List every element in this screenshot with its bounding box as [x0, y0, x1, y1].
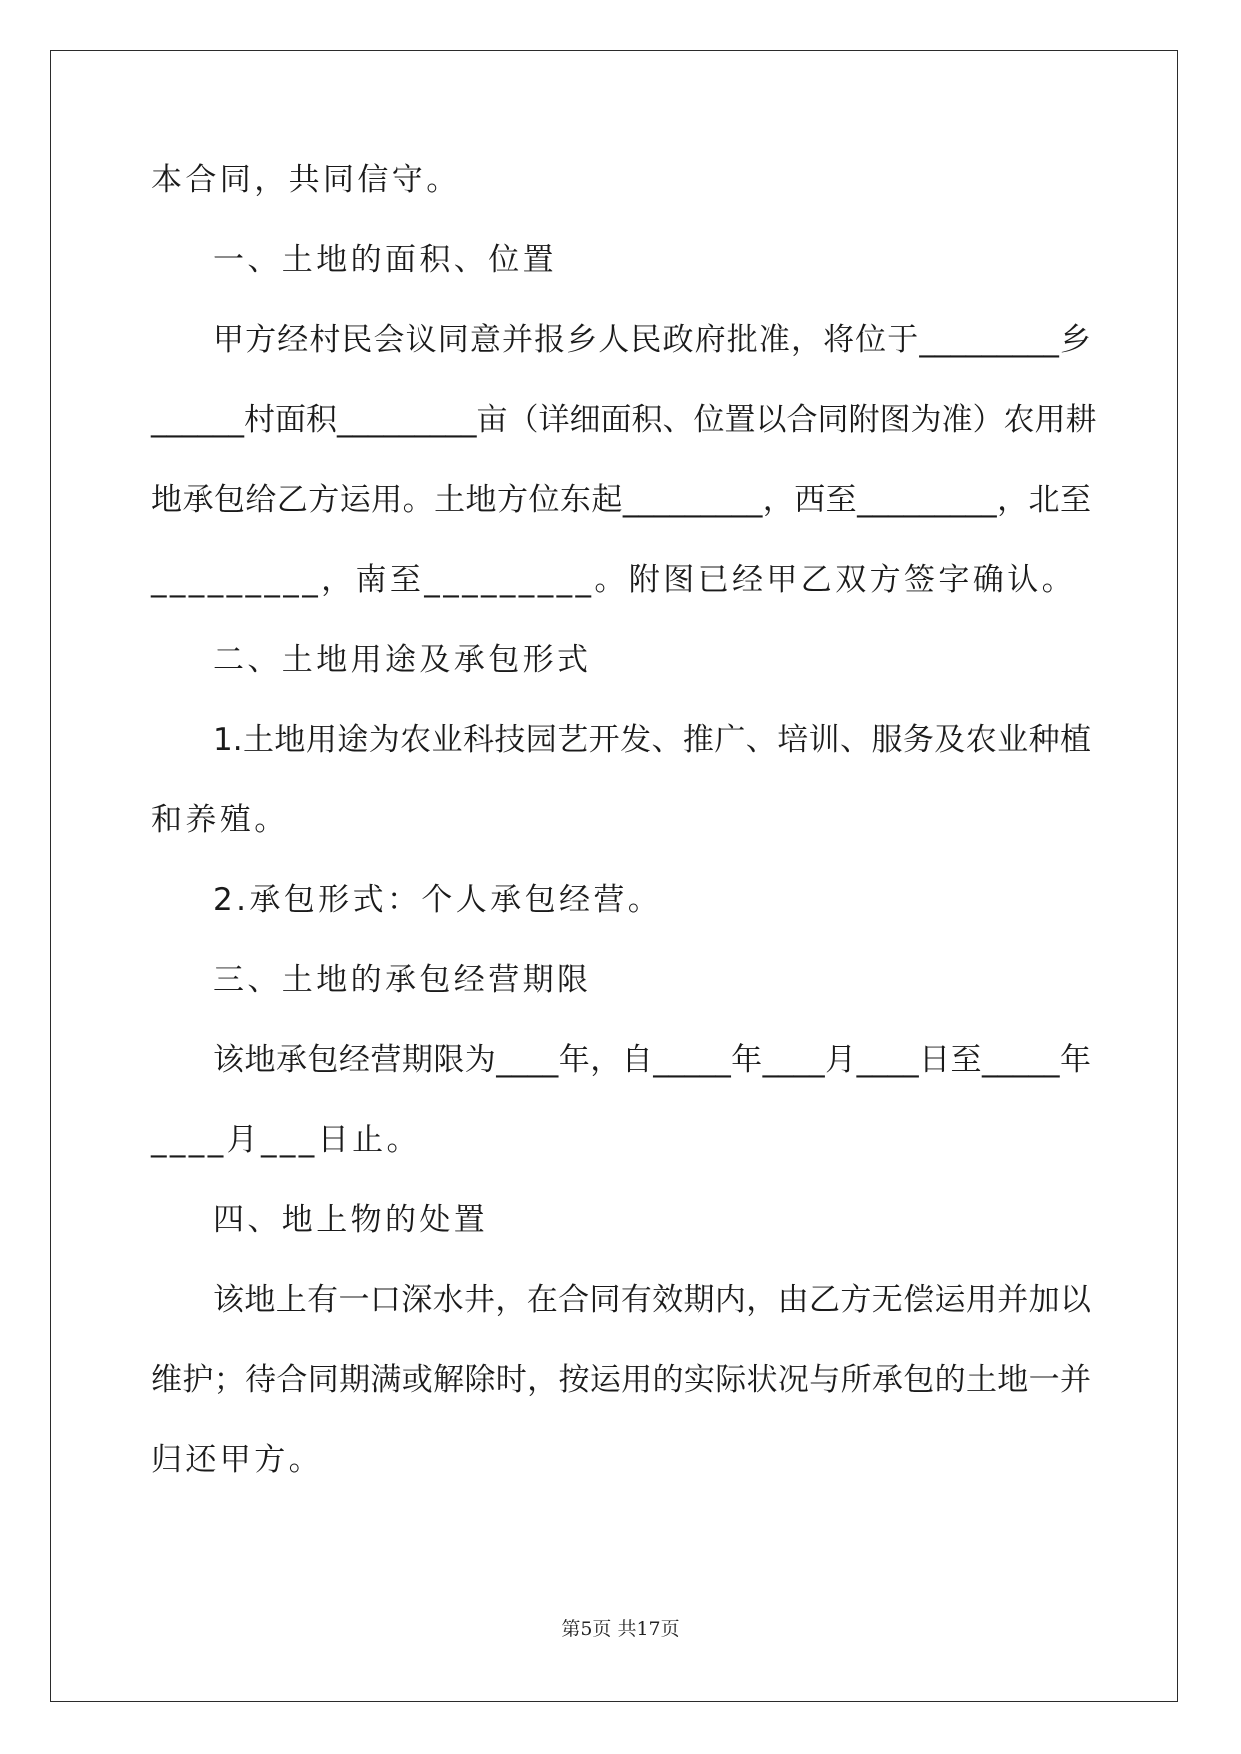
paragraph-line: 甲方经村民会议同意并报乡人民政府批准，将位于_________乡 [213, 322, 1091, 358]
paragraph-line: 归还甲方。 [151, 1442, 323, 1478]
paragraph-line: 1.土地用途为农业科技园艺开发、推广、培训、服务及农业种植 [213, 722, 1091, 758]
paragraph-line: 地承包给乙方运用。土地方位东起_________，西至_________，北至 [151, 482, 1091, 518]
paragraph-line: 2.承包形式：个人承包经营。 [213, 882, 663, 918]
page-number-footer: 第5页 共17页 [561, 1618, 680, 1640]
paragraph-line: ______村面积_________亩（详细面积、位置以合同附图为准）农用耕 [151, 402, 1097, 438]
paragraph-line: _________，南至_________。附图已经甲乙双方签字确认。 [151, 562, 1076, 598]
section-heading: 一、土地的面积、位置 [213, 242, 557, 278]
section-heading: 二、土地用途及承包形式 [213, 642, 592, 678]
paragraph-line: 和养殖。 [151, 802, 289, 838]
paragraph-line: ____月___日止。 [151, 1122, 421, 1158]
paragraph-line: 该地上有一口深水井，在合同有效期内，由乙方无偿运用并加以 [213, 1282, 1091, 1318]
section-heading: 三、土地的承包经营期限 [213, 962, 592, 998]
paragraph-line: 维护；待合同期满或解除时，按运用的实际状况与所承包的土地一并 [151, 1362, 1091, 1398]
paragraph-line: 该地承包经营期限为____年，自_____年____月____日至_____年 [213, 1042, 1091, 1078]
paragraph-line: 本合同，共同信守。 [151, 162, 461, 198]
section-heading: 四、地上物的处置 [213, 1202, 489, 1238]
